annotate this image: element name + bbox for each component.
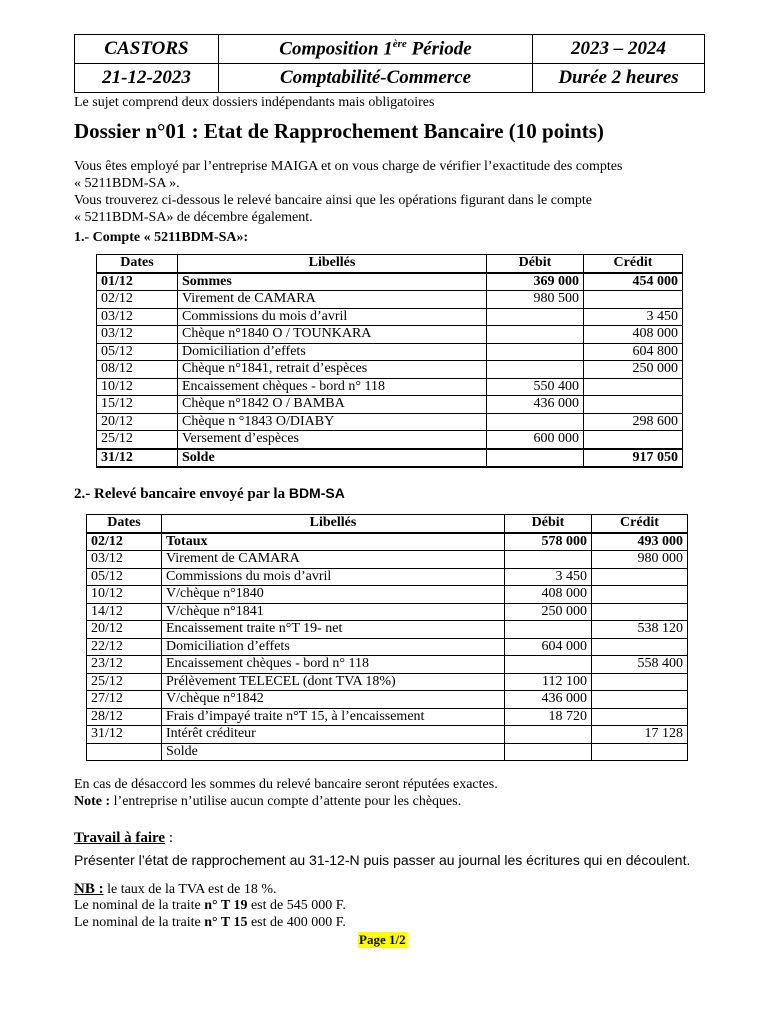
cell-date: 15/12 [97,396,178,414]
cell-debit [487,326,584,344]
cell-date: 05/12 [87,568,162,586]
cell-label: Solde [162,743,505,761]
cell-debit: 3 450 [505,568,592,586]
cell-credit [592,568,688,586]
cell-label: Totaux [162,533,505,551]
section-1-title: 1.- Compte « 5211BDM-SA»: [74,230,249,245]
table-row [97,431,683,449]
cell-label: Solde [178,449,487,468]
cell-date: 03/12 [87,551,162,569]
cell-credit: 408 000 [584,326,683,344]
col-header: Libellés [162,515,505,533]
col-header: Crédit [584,255,683,273]
cell-credit [584,291,683,309]
cell-label: Commissions du mois d’avril [162,568,505,586]
cell-credit [584,396,683,414]
table-row [87,603,688,621]
cell-label: Encaissement chèques - bord n° 118 [178,378,487,396]
cell-date: 03/12 [97,326,178,344]
cheque-note: Note : l’entreprise n’utilise aucun compte d’attente pour les chèques. [74,794,462,809]
cell-debit [505,621,592,639]
cell-date: 03/12 [97,308,178,326]
cell-date: 31/12 [97,449,178,468]
cell-credit: 558 400 [592,656,688,674]
table-row [87,533,688,551]
table-row [97,378,683,396]
section-2-title: 2.- Relevé bancaire envoyé par la BDM-SA [74,485,345,502]
cell-label: Encaissement traite n°T 19- net [162,621,505,639]
cell-label: Domiciliation d’effets [162,638,505,656]
cell-label: Versement d’espèces [178,431,487,449]
cell-debit: 600 000 [487,431,584,449]
table-row [97,396,683,414]
cell-date: 08/12 [97,361,178,379]
cell-credit: 3 450 [584,308,683,326]
table-row [97,413,683,431]
cell-date: 22/12 [87,638,162,656]
cell-debit [505,743,592,761]
table-row [87,551,688,569]
cell-debit [505,551,592,569]
cell-date: 02/12 [97,291,178,309]
cell-credit: 493 000 [592,533,688,551]
cell-debit [505,656,592,674]
cell-debit: 112 100 [505,673,592,691]
cell-label: Domiciliation d’effets [178,343,487,361]
cell-label: Intérêt créditeur [162,726,505,744]
cell-date: 20/12 [87,621,162,639]
cell-debit: 369 000 [487,273,584,291]
cell-label: Prélèvement TELECEL (dont TVA 18%) [162,673,505,691]
cell-date: 27/12 [87,691,162,709]
cell-credit: 980 000 [592,551,688,569]
table-row [87,673,688,691]
cell-label: V/chèque n°1842 [162,691,505,709]
cell-credit: 454 000 [584,273,683,291]
subject-name: Comptabilité-Commerce [219,64,533,93]
cell-debit [487,449,584,468]
cell-date: 23/12 [87,656,162,674]
traite-t19-note: Le nominal de la traite n° T 19 est de 545 000 F. [74,898,346,913]
cell-debit: 250 000 [505,603,592,621]
cell-credit [592,586,688,604]
table-row [87,656,688,674]
cell-credit [592,743,688,761]
cell-credit: 538 120 [592,621,688,639]
page-number: Page 1/2 [359,932,406,947]
header-table [74,34,705,93]
table-row [97,308,683,326]
table-row [87,621,688,639]
cell-date: 10/12 [87,586,162,604]
col-header: Débit [487,255,584,273]
cell-label: V/chèque n°1840 [162,586,505,604]
cell-debit: 436 000 [487,396,584,414]
dossier-title: Dossier n°01 : Etat de Rapprochement Bancaire (10 points) [74,119,604,143]
col-header: Crédit [592,515,688,533]
cell-label: Virement de CAMARA [178,291,487,309]
table-row [87,726,688,744]
paragraph-1: Vous êtes employé par l’entreprise MAIGA et on vous charge de vérifier l’exactitude des comptes « 5211BDM-SA ». [74,159,623,191]
cell-credit [592,691,688,709]
table-row [97,361,683,379]
cell-date: 25/12 [87,673,162,691]
cell-debit: 436 000 [505,691,592,709]
table-row [97,343,683,361]
cell-debit: 604 000 [505,638,592,656]
cell-label: Chèque n°1841, retrait d’espèces [178,361,487,379]
cell-label: Virement de CAMARA [162,551,505,569]
cell-debit [487,413,584,431]
table-row [97,291,683,309]
disagreement-note: En cas de désaccord les sommes du relevé bancaire seront réputées exactes. [74,777,498,792]
table-row [97,449,683,468]
cell-label: Commissions du mois d’avril [178,308,487,326]
cell-date: 14/12 [87,603,162,621]
col-header: Dates [97,255,178,273]
cell-label: Frais d’impayé traite n°T 15, à l’encaissement [162,708,505,726]
cell-debit [487,343,584,361]
task-heading: Travail à faire : [74,830,174,846]
cell-label: Chèque n°1842 O / BAMBA [178,396,487,414]
cell-date: 05/12 [97,343,178,361]
cell-label: V/chèque n°1841 [162,603,505,621]
cell-credit [592,708,688,726]
bank-statement-table [86,514,688,761]
table-row [87,568,688,586]
vat-note: NB : le taux de la TVA est de 18 %. [74,881,277,897]
cell-credit [584,431,683,449]
school-year: 2023 – 2024 [533,35,705,64]
cell-label: Chèque n °1843 O/DIABY [178,413,487,431]
exam-date: 21-12-2023 [75,64,219,93]
cell-date: 25/12 [97,431,178,449]
cell-credit: 250 000 [584,361,683,379]
cell-credit [592,673,688,691]
cell-label: Sommes [178,273,487,291]
cell-date: 28/12 [87,708,162,726]
cell-debit [487,308,584,326]
account-table [96,254,683,468]
cell-debit: 408 000 [505,586,592,604]
table-row [97,273,683,291]
exam-duration: Durée 2 heures [533,64,705,93]
cell-date: 01/12 [97,273,178,291]
cell-debit: 550 400 [487,378,584,396]
cell-label: Encaissement chèques - bord n° 118 [162,656,505,674]
table-row [87,708,688,726]
table-row [87,691,688,709]
task-text: Présenter l’état de rapprochement au 31-12-N puis passer au journal les écritures qui en découlent. [74,852,691,868]
cell-debit [487,361,584,379]
paragraph-2: Vous trouverez ci-dessous le relevé bancaire ainsi que les opérations figurant dans le compte « 5211BDM-SA» de décembre également. [74,193,592,225]
table-row [87,586,688,604]
cell-date [87,743,162,761]
composition-title: Composition 1ère Période [219,35,533,64]
school-name: CASTORS [75,35,219,64]
cell-credit: 604 800 [584,343,683,361]
cell-date: 02/12 [87,533,162,551]
cell-debit: 578 000 [505,533,592,551]
traite-t15-note: Le nominal de la traite n° T 15 est de 400 000 F. [74,915,346,930]
cell-credit [584,378,683,396]
cell-date: 10/12 [97,378,178,396]
table-row [87,743,688,761]
cell-debit [505,726,592,744]
cell-credit: 17 128 [592,726,688,744]
cell-debit: 18 720 [505,708,592,726]
cell-debit: 980 500 [487,291,584,309]
intro-text: Le sujet comprend deux dossiers indépendants mais obligatoires [74,95,435,110]
cell-credit [592,638,688,656]
cell-credit: 917 050 [584,449,683,468]
cell-credit [592,603,688,621]
col-header: Dates [87,515,162,533]
col-header: Libellés [178,255,487,273]
cell-credit: 298 600 [584,413,683,431]
col-header: Débit [505,515,592,533]
table-row [97,326,683,344]
table-row [87,638,688,656]
cell-date: 31/12 [87,726,162,744]
cell-label: Chèque n°1840 O / TOUNKARA [178,326,487,344]
cell-date: 20/12 [97,413,178,431]
